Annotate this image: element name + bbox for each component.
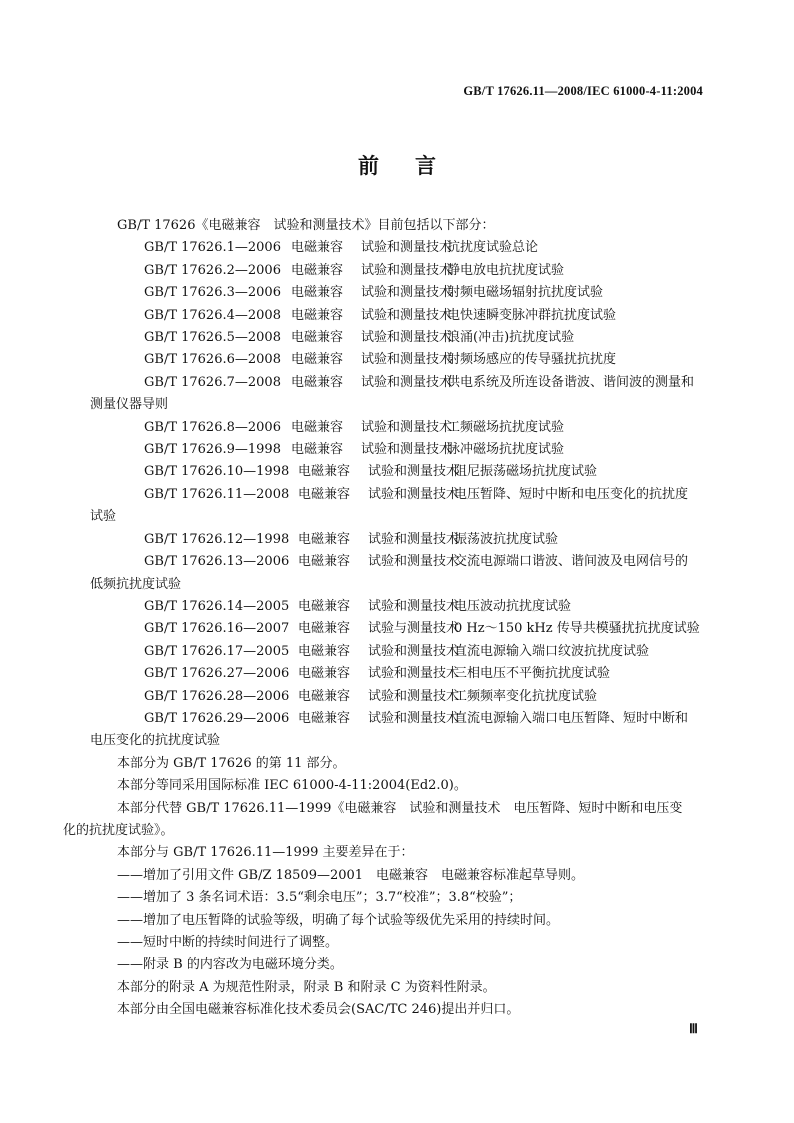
part-topic: 电磁兼容 (291, 240, 344, 256)
part-topic: 电磁兼容 (298, 554, 351, 570)
part-code: GB/T 17626.8—2006 (144, 419, 281, 435)
list-item (90, 641, 706, 663)
part-topic: 电磁兼容 (298, 531, 351, 547)
part-topic: 电磁兼容 (291, 352, 344, 368)
part-code: GB/T 17626.3—2006 (144, 285, 281, 301)
list-item (90, 260, 706, 282)
part-code: GB/T 17626.16—2007 (144, 621, 290, 637)
part-code: GB/T 17626.11—2008 (144, 486, 290, 502)
part-code: GB/T 17626.6—2008 (144, 352, 281, 368)
part-title: 直流电源输入端口电压暂降、短时中断和 (454, 710, 689, 726)
part-topic: 电磁兼容 (291, 330, 344, 346)
part-series: 试验和测量技术 (368, 486, 460, 502)
list-item: ——增加了电压暂降的试验等级，明确了每个试验等级优先采用的持续时间。 (117, 912, 560, 928)
list-item-continuation: 测量仪器导则 (90, 397, 169, 413)
part-topic: 电磁兼容 (298, 643, 351, 659)
part-series: 试验和测量技术 (361, 330, 453, 346)
part-topic: 电磁兼容 (298, 688, 351, 704)
page-title: 前言 (358, 153, 472, 178)
part-series: 试验与测量技术 (368, 621, 460, 637)
part-title: 阻尼振荡磁场抗扰度试验 (454, 464, 598, 480)
list-item (90, 551, 706, 573)
part-title: 脉冲磁场抗扰度试验 (447, 442, 565, 458)
list-item (90, 461, 706, 483)
part-title: 浪涌(冲击)抗扰度试验 (447, 330, 575, 346)
proposal-paragraph: 本部分由全国电磁兼容标准化技术委员会(SAC/TC 246)提出并归口。 (117, 1002, 520, 1018)
part-topic: 电磁兼容 (291, 262, 344, 278)
document-header: GB/T 17626.11—2008/IEC 61000-4-11:2004 (463, 84, 703, 98)
list-item: ——短时中断的持续时间进行了调整。 (117, 935, 339, 950)
part-title: 电快速瞬变脉冲群抗扰度试验 (447, 307, 617, 323)
list-item (90, 529, 706, 551)
part-topic: 电磁兼容 (298, 464, 351, 480)
part-title: 抗扰度试验总论 (447, 240, 539, 256)
list-item (90, 708, 706, 730)
part-code: GB/T 17626.4—2008 (144, 307, 281, 323)
list-item-continuation: 低频抗扰度试验 (90, 576, 182, 592)
list-item (90, 417, 706, 439)
part-series: 试验和测量技术 (361, 240, 453, 256)
intro-paragraph: GB/T 17626《电磁兼容 试验和测量技术》目前包括以下部分： (117, 218, 495, 233)
part-title: 三相电压不平衡抗扰度试验 (454, 666, 611, 682)
part-series: 试验和测量技术 (361, 442, 453, 458)
part-title: 供电系统及所连设备谐波、谐间波的测量和 (447, 374, 695, 390)
part-code: GB/T 17626.17—2005 (144, 643, 290, 659)
part-series: 试验和测量技术 (368, 710, 460, 726)
part-series: 试验和测量技术 (368, 554, 460, 570)
part-code: GB/T 17626.28—2006 (144, 688, 290, 704)
part-title: 射频场感应的传导骚扰抗扰度 (447, 352, 617, 368)
list-item: ——增加了 3 条名词术语：3.5“剩余电压”；3.7“校准”；3.8“校验”； (117, 890, 522, 906)
list-item-continuation: 试验 (90, 509, 117, 525)
part-topic: 电磁兼容 (298, 486, 351, 502)
part-series: 试验和测量技术 (361, 307, 453, 323)
part-topic: 电磁兼容 (291, 374, 344, 390)
list-item: ——附录 B 的内容改为电磁环境分类。 (117, 957, 343, 973)
part-series: 试验和测量技术 (361, 262, 453, 278)
part-code: GB/T 17626.2—2006 (144, 262, 281, 278)
replace-line: 本部分代替 GB/T 17626.11—1999《电磁兼容 试验和测量技术 电压暂降、短时中断和电压变 (117, 800, 683, 816)
list-item (90, 686, 706, 708)
part-code: GB/T 17626.27—2006 (144, 666, 290, 682)
part-series: 试验和测量技术 (368, 598, 460, 614)
part-series: 试验和测量技术 (368, 531, 460, 547)
part-series: 试验和测量技术 (368, 464, 460, 480)
list-item (90, 439, 706, 461)
part-series: 试验和测量技术 (368, 643, 460, 659)
annex-paragraph: 本部分的附录 A 为规范性附录，附录 B 和附录 C 为资料性附录。 (117, 979, 496, 995)
part-title: 电压暂降、短时中断和电压变化的抗扰度 (454, 486, 689, 502)
part-topic: 电磁兼容 (291, 419, 344, 435)
part-code: GB/T 17626.1—2006 (144, 240, 281, 256)
part-topic: 电磁兼容 (298, 710, 351, 726)
part-code: GB/T 17626.13—2006 (144, 554, 290, 570)
part-code: GB/T 17626.12—1998 (144, 531, 290, 547)
part-title: 振荡波抗扰度试验 (454, 531, 559, 547)
part-title: 0 Hz～150 kHz 传导共模骚扰抗扰度试验 (454, 621, 700, 637)
list-item (90, 618, 706, 640)
part-title: 工频频率变化抗扰度试验 (454, 688, 598, 704)
page-number: Ⅲ (689, 1021, 698, 1036)
list-item-continuation: 电压变化的抗扰度试验 (90, 733, 221, 749)
diff-list (90, 865, 706, 977)
list-item (90, 596, 706, 618)
part-title: 工频磁场抗扰度试验 (447, 419, 565, 435)
list-item: ——增加了引用文件 GB/Z 18509—2001 电磁兼容 电磁兼容标准起草导则。 (117, 867, 585, 883)
list-item (90, 305, 706, 327)
list-item (90, 349, 706, 371)
part-title: 直流电源输入端口纹波抗扰度试验 (454, 643, 650, 659)
part-topic: 电磁兼容 (291, 442, 344, 458)
part-code: GB/T 17626.5—2008 (144, 330, 281, 346)
part-title: 静电放电抗扰度试验 (447, 262, 565, 278)
part-topic: 电磁兼容 (298, 598, 351, 614)
foreword-body (63, 215, 706, 1022)
list-item (90, 282, 706, 304)
part-title: 电压波动抗扰度试验 (454, 598, 572, 614)
part-series: 试验和测量技术 (361, 285, 453, 301)
replace-paragraph (63, 798, 706, 843)
part-number-paragraph: 本部分为 GB/T 17626 的第 11 部分。 (117, 755, 346, 771)
part-series: 试验和测量技术 (361, 419, 453, 435)
part-series: 试验和测量技术 (368, 666, 460, 682)
part-topic: 电磁兼容 (291, 307, 344, 323)
part-series: 试验和测量技术 (361, 352, 453, 368)
part-series: 试验和测量技术 (361, 374, 453, 390)
list-item (90, 663, 706, 685)
part-title: 射频电磁场辐射抗扰度试验 (447, 285, 604, 301)
replace-continuation: 化的抗扰度试验》。 (63, 822, 174, 838)
part-series: 试验和测量技术 (368, 688, 460, 704)
part-code: GB/T 17626.29—2006 (144, 710, 290, 726)
part-code: GB/T 17626.10—1998 (144, 464, 290, 480)
part-code: GB/T 17626.9—1998 (144, 442, 281, 458)
part-title: 交流电源端口谐波、谐间波及电网信号的 (454, 554, 689, 570)
diff-intro: 本部分与 GB/T 17626.11—1999 主要差异在于： (117, 845, 414, 861)
part-topic: 电磁兼容 (298, 666, 351, 682)
list-item (90, 237, 706, 259)
list-item (90, 484, 706, 506)
list-item (90, 372, 706, 394)
part-code: GB/T 17626.7—2008 (144, 374, 281, 390)
part-topic: 电磁兼容 (298, 621, 351, 637)
parts-list (90, 237, 706, 752)
list-item (90, 327, 706, 349)
part-code: GB/T 17626.14—2005 (144, 598, 290, 614)
part-topic: 电磁兼容 (291, 285, 344, 301)
adoption-paragraph: 本部分等同采用国际标准 IEC 61000-4-11:2004(Ed2.0)。 (117, 778, 467, 794)
